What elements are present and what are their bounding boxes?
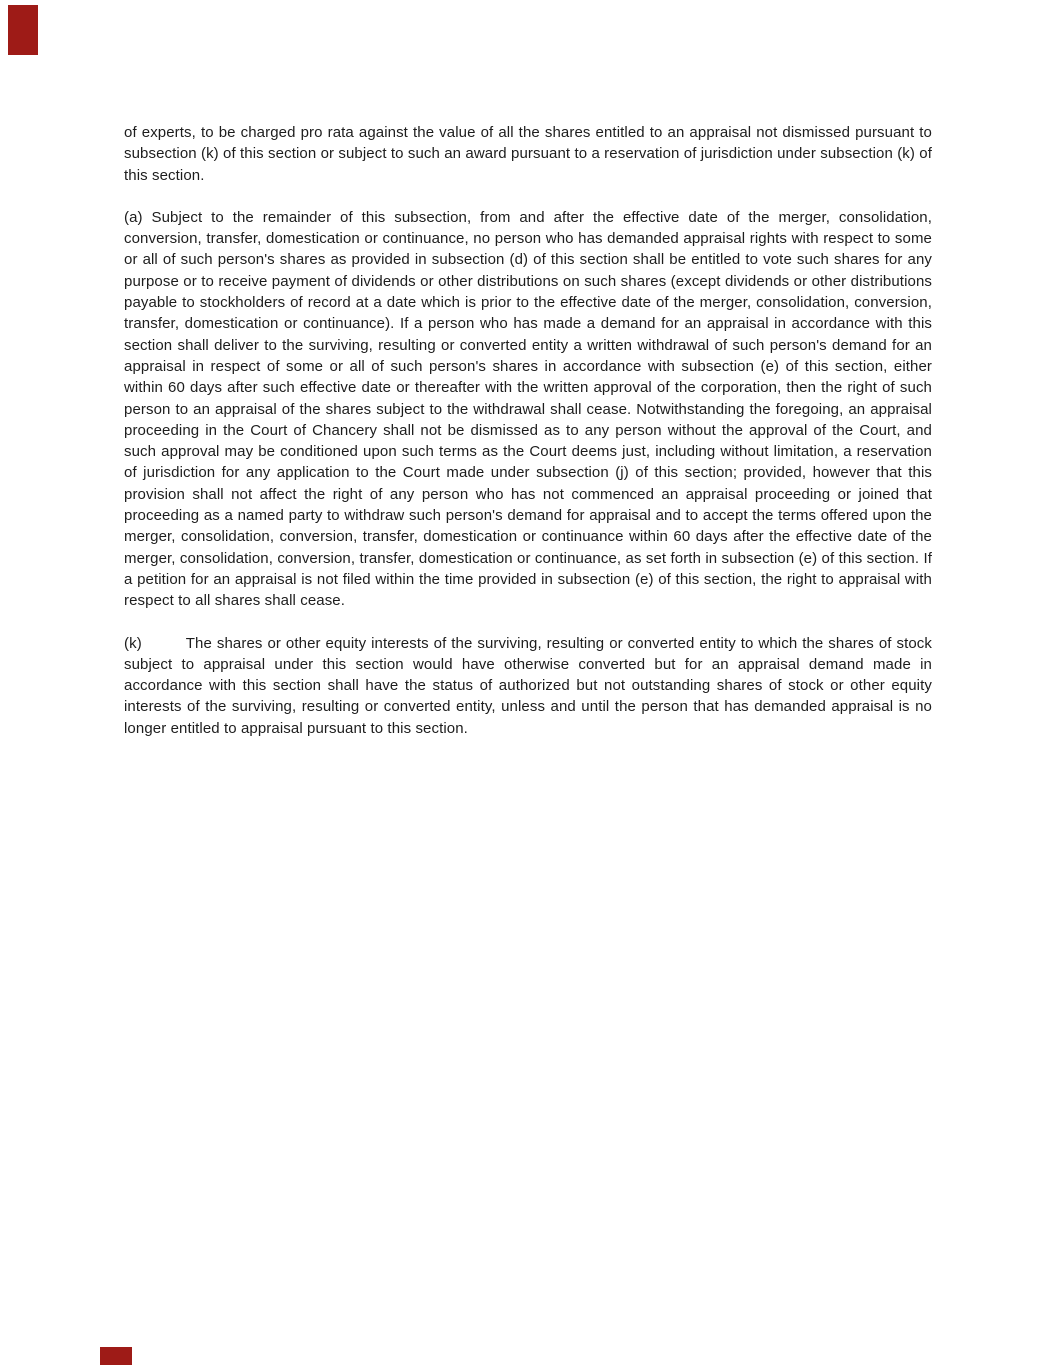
paragraph-1-text: of experts, to be charged pro rata against the value of all the shares entitled to an appraisal not dismissed pursuant to subsection (k) of this section or subject to such an award pursuant to a reservation of jurisdiction under subsection (k) of this section. [124, 124, 932, 184]
document-body [124, 122, 932, 739]
paragraph-3 [124, 633, 932, 739]
paragraph-2-text: (a) Subject to the remainder of this subsection, from and after the effective date of the merger, consolidation, conversion, transfer, domestication or continuance, no person who has demanded appraisal rights with respect to some or all of such person's shares as provided in subsection (d) of this section shall be entitled to vote such shares for any purpose or to receive payment of dividends or other distributions on such shares (except dividends or other distributions payable to stockholders of record at a date which is prior to the effective date of the merger, consolidation, conversion, transfer, domestication or continuance). If a person who has made a demand for an appraisal in accordance with this section shall deliver to the surviving, resulting or converted entity a written withdrawal of such person's demand for an appraisal in respect of some or all of such person's shares in accordance with subsection (e) of this section, either within 60 days after such effective date or thereafter with the written approval of the corporation, then the right of such person to an appraisal of the shares subject to the withdrawal shall cease. Notwithstanding the foregoing, an appraisal proceeding in the Court of Chancery shall not be dismissed as to any person without the approval of the Court, and such approval may be conditioned upon such terms as the Court deems just, including without limitation, a reservation of jurisdiction for any application to the Court made under subsection (j) of this section; provided, however that this provision shall not affect the right of any person who has not commenced an appraisal proceeding or joined that proceeding as a named party to withdraw such person's demand for appraisal and to accept the terms offered upon the merger, consolidation, conversion, transfer, domestication or continuance within 60 days after the effective date of the merger, consolidation, conversion, transfer, domestication or continuance, as set forth in subsection (e) of this section. If a petition for an appraisal is not filed within the time provided in subsection (e) of this section, the right to appraisal with respect to all shares shall cease. [124, 208, 932, 610]
paragraph-3-text: The shares or other equity interests of the surviving, resulting or converted entity to which the shares of stock subject to appraisal under this section would have otherwise converted but for an appraisal demand made in accordance with this section shall have the status of authorized but not outstanding shares of stock or other equity interests of the surviving, resulting or converted entity, unless and until the person that has demanded appraisal is no longer entitled to appraisal pursuant to this section. [124, 634, 932, 737]
paragraph-2 [124, 207, 932, 612]
paragraph-3-label: (k) [124, 634, 142, 652]
red-ink-mark-bottom-left [100, 1347, 132, 1365]
paragraph-1 [124, 122, 932, 186]
red-ink-mark-top-left [8, 5, 38, 55]
